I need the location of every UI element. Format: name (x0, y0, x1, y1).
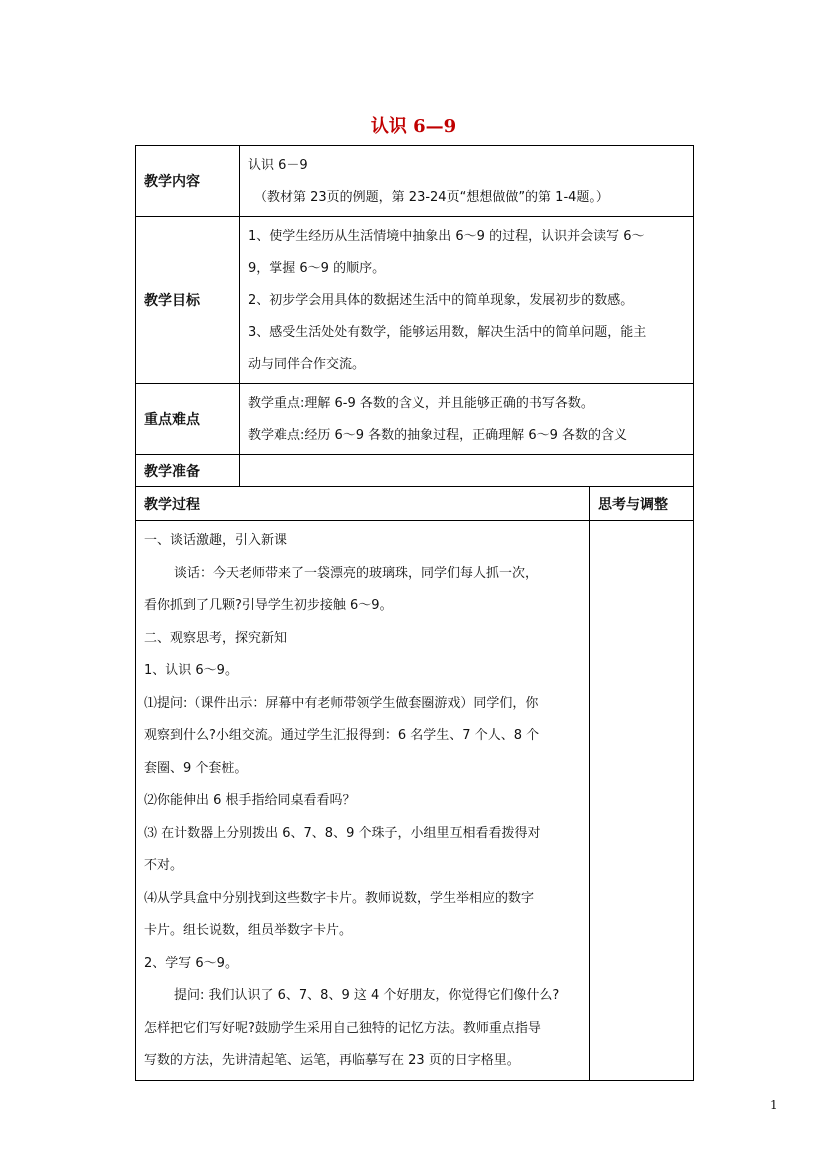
value-key-points (240, 384, 694, 455)
process-line: ⑷从学具盒中分别找到这些数字卡片。教师说数，学生举相应的数字 (144, 890, 535, 906)
row-goals (136, 217, 694, 384)
label-process: 教学过程 (136, 487, 590, 521)
row-process-header (136, 487, 694, 521)
value-process (136, 521, 590, 1081)
goal-line: 2、初步学会用具体的数据述生活中的简单现象，发展初步的数感。 (248, 293, 634, 308)
value-preparation (240, 455, 694, 487)
process-line: 怎样把它们写好呢?鼓励学生采用自己独特的记忆方法。教师重点指导 (144, 1020, 541, 1036)
value-reflection (590, 521, 694, 1081)
process-line: 1、认识 6～9。 (144, 663, 238, 678)
key-line: 教学重点:理解 6-9 各数的含义，并且能够正确的书写各数。 (248, 396, 594, 411)
process-line: 卡片。组长说数，组员举数字卡片。 (144, 923, 353, 938)
value-content (240, 146, 694, 217)
label-key-points: 重点难点 (136, 384, 240, 455)
process-line: ⑴提问:（课件出示：屏幕中有老师带领学生做套圈游戏）同学们，你 (144, 695, 539, 711)
process-line: 二、观察思考，探究新知 (144, 630, 288, 646)
row-process (136, 521, 694, 1081)
label-content: 教学内容 (136, 146, 240, 217)
process-line: 写数的方法，先讲清起笔、运笔，再临摹写在 23 页的日字格里。 (144, 1053, 520, 1068)
process-line: 2、学写 6～9。 (144, 955, 238, 971)
value-goals (240, 217, 694, 384)
process-line: 提问: 我们认识了 6、7、8、9 这 4 个好朋友，你觉得它们像什么? (174, 988, 560, 1003)
label-goals: 教学目标 (136, 217, 240, 384)
page-number: 1 (770, 1098, 778, 1112)
row-content (136, 146, 694, 217)
lesson-plan-table (135, 145, 694, 1081)
process-line: 观察到什么?小组交流。通过学生汇报得到：6 名学生、7 个人、8 个 (144, 728, 540, 743)
process-line: ⑵你能伸出 6 根手指给同桌看看吗？ (144, 793, 356, 808)
content-line: 认识 6－9 (248, 158, 308, 173)
label-reflection: 思考与调整 (590, 487, 694, 521)
process-line: 看你抓到了几颗?引导学生初步接触 6～9。 (144, 598, 393, 613)
process-line: 不对。 (144, 858, 184, 873)
label-preparation: 教学准备 (136, 455, 240, 487)
key-line: 教学难点:经历 6～9 各数的抽象过程，正确理解 6～9 各数的含义 (248, 428, 627, 443)
content-line: （教材第 23页的例题，第 23-24页“想想做做”的第 1-4题。） (254, 190, 609, 205)
goal-line: 3、感受生活处处有数学，能够运用数，解决生活中的简单问题，能主 (248, 325, 647, 340)
process-line: ⑶ 在计数器上分别拨出 6、7、8、9 个珠子，小组里互相看看拨得对 (144, 825, 541, 841)
process-line: 套圈、9 个套桩。 (144, 760, 248, 776)
process-line: 谈话：今天老师带来了一袋漂亮的玻璃珠，同学们每人抓一次， (174, 565, 539, 581)
process-line: 一、谈话激趣，引入新课 (144, 533, 288, 548)
goal-line: 9，掌握 6～9 的顺序。 (248, 261, 386, 276)
row-preparation (136, 455, 694, 487)
row-key-points (136, 384, 694, 455)
document-title: 认识 6—9 (370, 116, 457, 137)
goal-line: 动与同伴合作交流。 (248, 357, 366, 372)
goal-line: 1、使学生经历从生活情境中抽象出 6～9 的过程，认识并会读写 6～ (248, 229, 645, 244)
